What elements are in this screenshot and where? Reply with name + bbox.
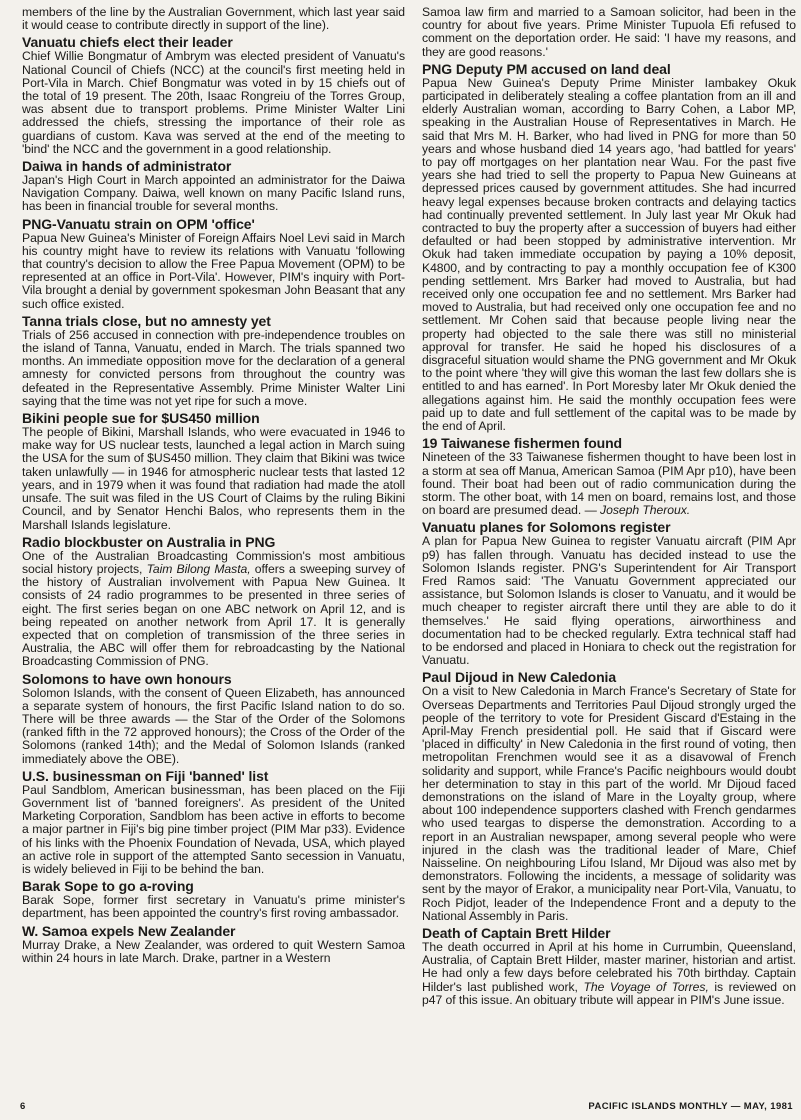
paragraph-text: The death occurred in April at his home in Currumbin, Queensland, Australia, of Captain Brett Hilder, master mariner, historian and artist. He had only a few days before celebrated his 70th birthday. Captain Hilder's last published work, <box>422 940 796 994</box>
article-paragraph: The people of Bikini, Marshall Islands, who were evacuated in 1946 to make way for US nuclear tests, launched a legal action in March suing the USA for the sum of $US450 million. They claim that Bikini was twice taken unlawfully — in 1946 for atmospheric nuclear tests that lasted 12 years, and in 1979 when it was found that radiation had made the atoll unsafe. The suit was filed in the US Court of Claims by the ruling Bikini Council, and by Senator Henchi Balos, who represents them in the Marshall Islands legislature. <box>22 425 405 532</box>
article-headline: PNG-Vanuatu strain on OPM 'office' <box>22 215 255 232</box>
paragraph-text: offers a sweeping survey of the history of Australian involvement with Papua New Guinea. It consists of 24 radio programmes to be presented in three series of eight. The first series began on one ABC network on April 12, and is being repeated on another network from April 17. It is generally expected that on completion of transmission of the three series in Australia, the ABC will offer them for rebroadcasting by the National Broadcasting Commission of PNG. <box>22 561 405 669</box>
article-paragraph: Solomon Islands, with the consent of Queen Elizabeth, has announced a separate system of honours, the first Pacific Island nation to do so. There will be three awards — the Star of the Order of the Solomons (ranked fifth in the 72 approved honours); the Cross of the Order of the Solomons (ranked 14th); and the Medal of Solomon Islands (ranked immediately above the OBE). <box>22 685 405 766</box>
article-paragraph: On a visit to New Caledonia in March France's Secretary of State for Overseas Departments and Territories Paul Dijoud strongly urged the people of the territory to vote for President Giscard d'Estaing in the April-May French presidential poll. He said that if Giscard were 'placed in difficulty' in New Caledonia in the first round of voting, then metropolitan Frenchmen would see it as a disavowal of French solidarity and support, while France's Pacific neighbours would doubt her determination to stay in this part of the world. Mr Dijoud faced demonstrations on the island of Mare in the Loyalty group, where about 100 independence supporters clashed with French gendarmes who used teargas to disperse the demonstration. According to a report in an Australian newspaper, among several people who were injured in the clash was the traditional leader of Mare, Chief Naisseline. On neighbouring Lifou Island, Mr Dijoud was also met by demonstrators. Following the incidents, a message of solidarity was sent by the mayor of Erakor, a municipality near Port-Vila, Vanuatu, to Roch Pidjot, leader of the Independence Front and a deputy to the National Assembly in Paris. <box>422 684 796 923</box>
article-paragraph <box>22 550 405 669</box>
article-paragraph: members of the line by the Australian Government, which last year said it would cease to contribute directly in support of the line). <box>22 5 405 33</box>
article-paragraph: Trials of 256 accused in connection with pre-independence troubles on the island of Tanna, Vanuatu, ended in March. The trials spanned two months. An immediate opposition move for the declaration of a general amnesty for convicted persons from throughout the country was defeated in the Representative Assembly. Prime Minister Walter Lini saying that the time was not yet ripe for such a move. <box>22 327 405 408</box>
article-headline: Death of Captain Brett Hilder <box>422 925 611 941</box>
article-headline: Solomons to have own honours <box>22 670 232 687</box>
left-column <box>22 6 405 967</box>
paragraph-text: One of the Australian Broadcasting Commission's most ambitious social history projects, <box>22 548 405 576</box>
article-headline: Tanna trials close, but no amnesty yet <box>22 312 271 329</box>
article-headline: Barak Sope to go a-roving <box>22 878 194 895</box>
article-paragraph: Paul Sandblom, American businessman, has been placed on the Fiji Government list of 'banned foreigners'. As president of the United Marketing Corporation, Sandblom has been active in efforts to become a major partner in Fiji's big pine timber project (PIM Mar p33). Evidence of his links with the Phoenix Foundation of Nevada, USA, which played an active role in support of the attempted Santo secession in Vanuatu, is widely believed in Fiji to be behind the ban. <box>22 782 405 876</box>
article-paragraph: Murray Drake, a New Zealander, was ordered to quit Western Samoa within 24 hours in late March. Drake, partner in a Western <box>22 937 405 965</box>
article-paragraph: Papua New Guinea's Minister of Foreign Affairs Noel Levi said in March his country might have to review its relations with Vanuatu 'following that country's decision to allow the Free Papua Movement (OPM) to be represented at an office in Port-Vila'. However, PIM's inquiry with Port-Vila brought a denial by government spokesman John Beasant that any such office existed. <box>22 230 405 311</box>
article-paragraph: Papua New Guinea's Deputy Prime Minister Iambakey Okuk participated in deliberately stealing a coffee plantation from an ill and elderly Australian woman, according to Barry Cohen, a Labor MP, speaking in the Australian House of Representatives in March. He said that Mrs M. H. Barker, who had lived in PNG for more than 50 years and whose husband died 14 years ago, 'had battled for years' to pay off mortgages on her plantation near Wau. For the past five years she had tried to sell the property to Papua New Guineans at depressed prices caused by government attitudes. She had incurred heavy legal expenses because broken contracts and delaying tactics had continually prevented settlement. In July last year Mr Okuk had contracted to buy the property after a succession of buyers had either defaulted or had been stopped by administrative intervention. Mr Okuk had taken immediate occupation by paying a 10% deposit, K4800, and by contracting to pay a monthly occupation fee of K300 pending settlement. Mrs Barker had moved to Australia, but had received only one occupation fee and no settlement. Mrs Barker had moved to Australia, but had received only one occupation fee and no settlement. Mr Cohen said that because people living near the property had objected to the sale there was still no ministerial approval for transfer. He said he hoped his disclosures of a disgraceful situation would shame the PNG government and Mr Okuk to the point where 'they will give this woman the last few dollars she is entitled to and has earned'. In Port Moresby later Mr Okuk denied the allegations against him. He said the monthly occupation fees were paid up to date and full settlement of the capital was to be made by the end of April. <box>422 75 796 434</box>
italic-title: Taim Bilong Masta, <box>146 561 251 576</box>
italic-title: The Voyage of Torres, <box>583 979 709 994</box>
article-paragraph <box>422 451 796 517</box>
article-headline: Bikini people sue for $US450 million <box>22 410 260 427</box>
running-footer: PACIFIC ISLANDS MONTHLY — MAY, 1981 <box>588 1101 793 1112</box>
article-headline: W. Samoa expels New Zealander <box>22 922 236 939</box>
article-headline: 19 Taiwanese fishermen found <box>422 435 622 452</box>
article-headline: Vanuatu planes for Solomons register <box>422 519 671 536</box>
article-headline: Vanuatu chiefs elect their leader <box>22 34 233 51</box>
article-paragraph: Barak Sope, former first secretary in Vanuatu's prime minister's department, has been appointed the country's first roving ambassador. <box>22 893 405 921</box>
article-headline: PNG Deputy PM accused on land deal <box>422 60 671 77</box>
article-headline: Paul Dijoud in New Caledonia <box>422 669 617 686</box>
article-paragraph: A plan for Papua New Guinea to register Vanuatu aircraft (PIM Apr p9) has fallen through. Vanuatu has decided instead to use the Solomon Islands register. PNG's Superintendent for Air Transport Fred Ramos said: 'The Vanuatu Government appreciated our assistance, but Solomon Islands is closer to Vanuatu, and it would be much cheaper to register aircraft there until they are able to do it themselves.' He said flying operations, airworthiness and documentation had to be checked regularly. Extra technical staff had to be endorsed and placed in Honiara to check out the registration for Vanuatu. <box>422 534 796 668</box>
article-headline: Radio blockbuster on Australia in PNG <box>22 533 276 550</box>
article-headline: U.S. businessman on Fiji 'banned' list <box>22 767 269 784</box>
article-paragraph: Chief Willie Bongmatur of Ambrym was elected president of Vanuatu's National Council of Chiefs (NCC) at the council's first meeting held in Port-Vila in March. Chief Bongmatur was voted in by 15 chiefs out of the total of 19 present. The 20th, Isaac Rongreiu of the Torres Group, was absent due to transport problems. Prime Minister Walter Lini addressed the chiefs, stressing the importance of their role as guardians of custom. Kava was served at the end of the meeting to 'bind' the NCC and the government in a good relationship. <box>22 49 405 156</box>
right-column <box>422 6 796 1009</box>
italic-title: Joseph Theroux. <box>600 503 691 518</box>
article-paragraph <box>422 941 796 1007</box>
article-paragraph: Samoa law firm and married to a Samoan solicitor, had been in the country for about five years. Prime Minister Tupuola Efi refused to comment on the deportation order. He said: 'I have my reasons, and they are good reasons.' <box>422 5 796 59</box>
paragraph-text: is reviewed on p47 of this issue. An obituary tribute will appear in PIM's June issue. <box>422 979 796 1007</box>
page-number: 6 <box>20 1101 26 1112</box>
article-headline: Daiwa in hands of administrator <box>22 158 232 175</box>
article-paragraph: Japan's High Court in March appointed an administrator for the Daiwa Navigation Company. Daiwa, well known on many Pacific Island runs, has been in financial trouble for several months. <box>22 173 405 214</box>
paragraph-text: Nineteen of the 33 Taiwanese fishermen thought to have been lost in a storm at sea off Manua, American Samoa (PIM Apr p10), have been found. Their boat had been out of radio communication during the storm. The other boat, with 14 men on board, remains lost, and those on board are presumed dead. — <box>422 450 796 518</box>
